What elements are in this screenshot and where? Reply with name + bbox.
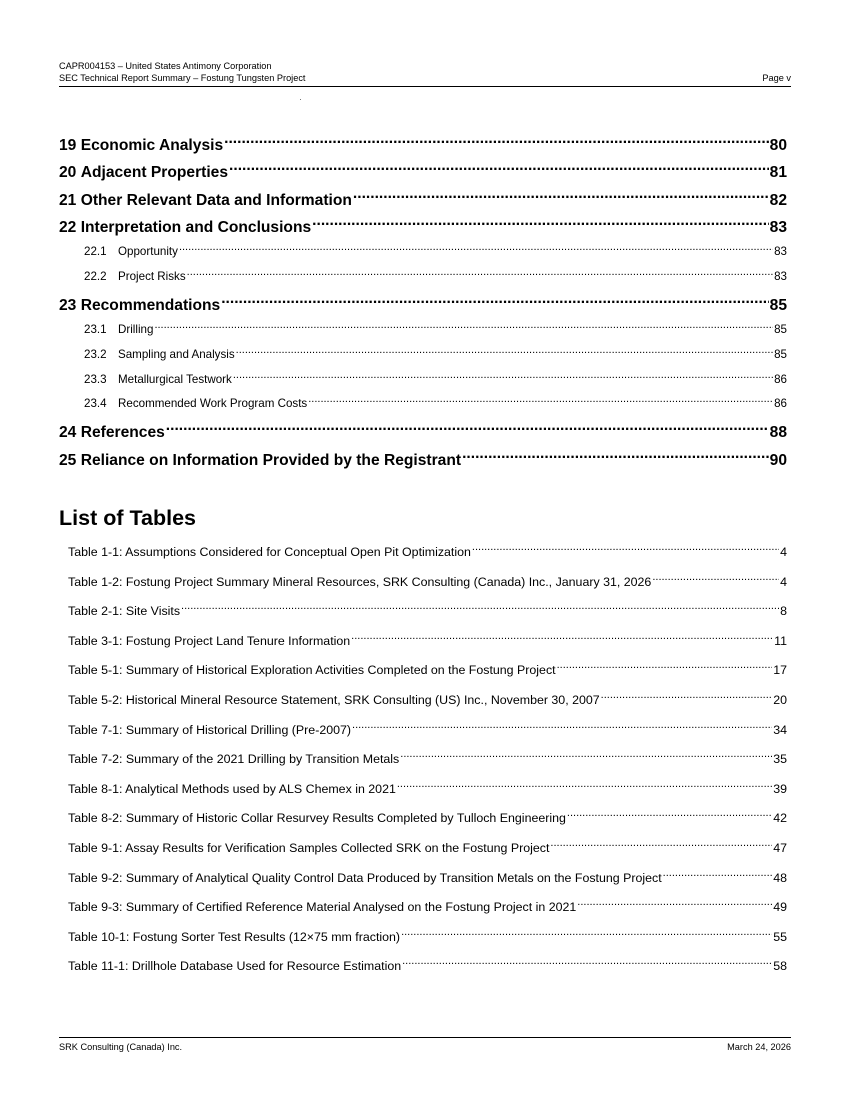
toc-entry-page: 83 — [774, 270, 787, 284]
table-list-item[interactable] — [68, 661, 787, 691]
footer-company: SRK Consulting (Canada) Inc. — [59, 1042, 183, 1052]
header-report-title: SEC Technical Report Summary – Fostung Tungsten Project — [59, 72, 306, 83]
table-of-contents — [59, 134, 787, 477]
table-list-label: Table 9-3: Summary of Certified Reference Material Analysed on the Fostung Project in 2021 — [68, 900, 577, 915]
table-list-label: Table 8-1: Analytical Methods used by ALS Chemex in 2021 — [68, 781, 396, 796]
table-list-item[interactable] — [68, 839, 787, 869]
toc-entry-page: 88 — [769, 423, 787, 441]
dot-leader — [187, 269, 773, 280]
toc-entry-number: 20 — [59, 164, 77, 182]
dot-leader — [577, 900, 772, 911]
toc-entry-page: 81 — [769, 164, 787, 182]
table-list-item[interactable] — [68, 809, 787, 839]
toc-entry-page: 83 — [769, 219, 787, 237]
toc-entry-20[interactable] — [59, 162, 787, 190]
toc-entry-title: Adjacent Properties — [80, 164, 229, 182]
header-page-label: Page v — [762, 72, 791, 83]
table-list-label: Table 5-2: Historical Mineral Resource Statement, SRK Consulting (US) Inc., November 30, 2007 — [68, 692, 600, 707]
list-of-tables — [68, 543, 787, 987]
dot-leader — [401, 930, 772, 941]
toc-entry-title: Project Risks — [118, 270, 186, 284]
table-list-label: Table 7-1: Summary of Historical Drilling (Pre-2007) — [68, 722, 352, 737]
toc-entry-number: 19 — [59, 136, 77, 154]
table-list-label: Table 1-2: Fostung Project Summary Mineral Resources, SRK Consulting (Canada) Inc., January 31, 2026 — [68, 574, 652, 589]
header-company-line: CAPR004153 – United States Antimony Corporation — [59, 61, 272, 71]
toc-entry-23-3[interactable] — [59, 372, 787, 397]
toc-entry-number: 22.2 — [84, 270, 107, 284]
toc-entry-23-1[interactable] — [59, 322, 787, 347]
toc-entry-page: 86 — [774, 397, 787, 411]
table-list-label: Table 3-1: Fostung Project Land Tenure Information — [68, 633, 351, 648]
table-list-item[interactable] — [68, 957, 787, 987]
table-list-label: Table 2-1: Site Visits — [68, 604, 181, 619]
table-list-item[interactable] — [68, 869, 787, 899]
header-divider — [59, 86, 791, 87]
toc-entry-22-1[interactable] — [59, 244, 787, 269]
table-list-item[interactable] — [68, 573, 787, 603]
dot-leader — [567, 811, 772, 822]
toc-entry-number: 22.1 — [84, 245, 107, 259]
table-list-page: 34 — [773, 722, 787, 737]
toc-entry-title: Reliance on Information Provided by the Registrant — [80, 451, 462, 469]
table-list-page: 4 — [780, 574, 787, 589]
table-list-label: Table 9-1: Assay Results for Verification Samples Collected SRK on the Fostung Project — [68, 840, 550, 855]
toc-entry-number: 22 — [59, 219, 77, 237]
dot-leader — [351, 634, 773, 645]
toc-entry-page: 85 — [774, 347, 787, 361]
toc-entry-number: 24 — [59, 423, 77, 441]
toc-entry-24[interactable] — [59, 421, 787, 449]
dot-leader — [400, 752, 772, 763]
toc-entry-number: 23 — [59, 296, 77, 314]
dot-leader — [462, 449, 769, 465]
table-list-item[interactable] — [68, 691, 787, 721]
table-list-item[interactable] — [68, 632, 787, 662]
table-list-label: Table 10-1: Fostung Sorter Test Results (12×75 mm fraction) — [68, 929, 401, 944]
dot-leader — [312, 217, 768, 233]
table-list-page: 58 — [773, 959, 787, 974]
footer-date: March 24, 2026 — [727, 1042, 791, 1052]
table-list-page: 11 — [774, 633, 787, 648]
table-list-page: 4 — [780, 545, 787, 559]
page-header — [59, 61, 791, 84]
footer-divider — [59, 1037, 791, 1038]
dot-leader — [353, 189, 769, 205]
dot-leader — [352, 723, 772, 734]
table-list-page: 17 — [773, 663, 787, 678]
dot-leader — [652, 575, 779, 586]
toc-entry-title: Recommended Work Program Costs — [118, 397, 308, 411]
toc-entry-22-2[interactable] — [59, 269, 787, 294]
table-list-page: 42 — [773, 811, 787, 826]
table-list-item[interactable] — [68, 543, 787, 573]
toc-entry-title: Opportunity — [118, 245, 178, 259]
dot-leader — [221, 294, 768, 310]
dot-leader — [224, 134, 769, 150]
table-list-page: 49 — [773, 900, 787, 915]
page-footer — [59, 1042, 791, 1052]
table-list-label: Table 1-1: Assumptions Considered for Conceptual Open Pit Optimization — [68, 545, 471, 559]
table-list-item[interactable] — [68, 780, 787, 810]
toc-entry-23[interactable] — [59, 294, 787, 322]
table-list-item[interactable] — [68, 602, 787, 632]
dot-leader — [179, 244, 773, 255]
toc-entry-21[interactable] — [59, 189, 787, 217]
dot-leader — [229, 162, 769, 178]
toc-entry-23-4[interactable] — [59, 396, 787, 421]
list-of-tables-heading: List of Tables — [59, 506, 196, 530]
toc-entry-number: 23.2 — [84, 347, 107, 361]
toc-entry-title: Drilling — [118, 322, 154, 336]
dot-leader — [557, 663, 773, 674]
toc-entry-page: 82 — [769, 191, 787, 209]
table-list-label: Table 5-1: Summary of Historical Exploration Activities Completed on the Fostung Project — [68, 663, 556, 678]
toc-entry-title: Economic Analysis — [80, 136, 224, 154]
table-list-page: 8 — [780, 604, 787, 619]
toc-entry-title: Sampling and Analysis — [118, 347, 235, 361]
dot-leader — [308, 396, 773, 407]
table-list-page: 35 — [773, 752, 787, 767]
table-list-page: 20 — [773, 692, 787, 707]
toc-entry-number: 25 — [59, 451, 77, 469]
table-list-label: Table 9-2: Summary of Analytical Quality Control Data Produced by Transition Metals on the Fostung Project — [68, 870, 662, 885]
toc-entry-page: 90 — [769, 451, 787, 469]
toc-entry-23-2[interactable] — [59, 347, 787, 372]
table-list-page: 48 — [773, 870, 787, 885]
toc-entry-title: Recommendations — [80, 296, 221, 314]
toc-entry-page: 83 — [774, 245, 787, 259]
table-list-label: Table 11-1: Drillhole Database Used for Resource Estimation — [68, 959, 402, 974]
toc-entry-page: 80 — [769, 136, 787, 154]
table-list-item[interactable] — [68, 721, 787, 751]
dot-leader — [154, 322, 773, 333]
dot-leader — [181, 604, 779, 615]
dot-leader — [663, 871, 773, 882]
dot-leader — [402, 959, 772, 970]
table-list-item[interactable] — [68, 750, 787, 780]
dot-leader — [472, 545, 779, 556]
dot-leader — [233, 372, 773, 383]
table-list-page: 55 — [773, 929, 787, 944]
toc-entry-title: Metallurgical Testwork — [118, 372, 232, 386]
toc-entry-page: 85 — [769, 296, 787, 314]
toc-entry-title: Other Relevant Data and Information — [80, 191, 352, 209]
toc-entry-22[interactable] — [59, 217, 787, 245]
table-list-label: Table 7-2: Summary of the 2021 Drilling by Transition Metals — [68, 752, 400, 767]
table-list-page: 47 — [773, 840, 787, 855]
table-list-page: 39 — [773, 781, 787, 796]
table-list-label: Table 8-2: Summary of Historic Collar Resurvey Results Completed by Tulloch Engineering — [68, 811, 566, 826]
toc-entry-number: 23.1 — [84, 322, 107, 336]
toc-entry-title: References — [80, 423, 165, 441]
table-list-item[interactable] — [68, 898, 787, 928]
header-report-line — [59, 73, 791, 85]
stray-mark — [300, 99, 301, 100]
dot-leader — [601, 693, 773, 704]
table-list-item[interactable] — [68, 928, 787, 958]
toc-entry-page: 86 — [774, 372, 787, 386]
toc-entry-number: 21 — [59, 191, 77, 209]
toc-entry-number: 23.4 — [84, 397, 107, 411]
toc-entry-title: Interpretation and Conclusions — [80, 219, 312, 237]
toc-entry-number: 23.3 — [84, 372, 107, 386]
dot-leader — [550, 841, 772, 852]
toc-entry-25[interactable] — [59, 449, 787, 477]
dot-leader — [166, 421, 769, 437]
dot-leader — [397, 782, 772, 793]
dot-leader — [236, 347, 773, 358]
toc-entry-page: 85 — [774, 322, 787, 336]
toc-entry-19[interactable] — [59, 134, 787, 162]
